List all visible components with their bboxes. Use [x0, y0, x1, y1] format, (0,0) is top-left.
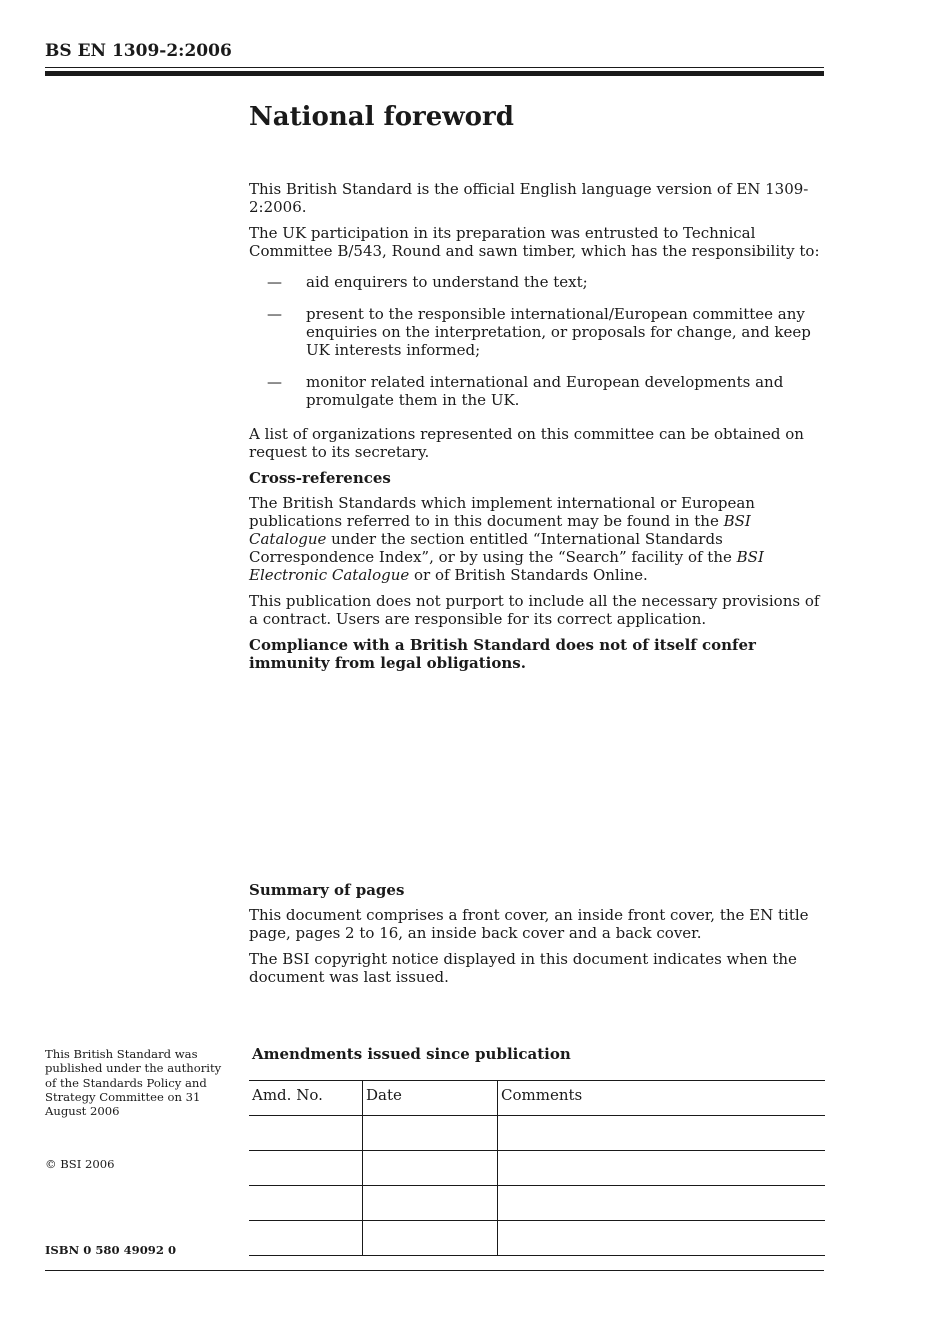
summary-of-pages [249, 881, 827, 994]
table-cell [363, 1186, 498, 1221]
table-cell [498, 1221, 826, 1256]
column-header-date: Date [363, 1081, 498, 1116]
dash-bullet: — [267, 273, 282, 291]
document-identifier: BS EN 1309-2:2006 [45, 41, 232, 61]
table-cell [498, 1186, 826, 1221]
organizations-paragraph: A list of organizations represented on this committee can be obtained on request to its secretary. [249, 425, 804, 461]
column-header-amd-no: Amd. No. [249, 1081, 363, 1116]
copyright-line: © BSI 2006 [45, 1157, 115, 1171]
bsi-catalogue-title: BSI Catalogue [249, 512, 751, 548]
table-row [249, 1221, 825, 1256]
table-cell [498, 1151, 826, 1186]
table-row [249, 1151, 825, 1186]
column-header-comments: Comments [498, 1081, 826, 1116]
dash-bullet: — [267, 305, 282, 323]
summary-heading: Summary of pages [249, 881, 405, 899]
amendments-title: Amendments issued since publication [252, 1045, 571, 1063]
publication-authority-note: This British Standard was published under the authority of the Standards Policy and Strategy Committee on 31 August 2006 [45, 1047, 222, 1119]
list-item: — aid enquirers to understand the text; [267, 273, 588, 291]
footer-rule [45, 1270, 824, 1271]
list-item: — present to the responsible international/European committee any enquiries on the interpretation, or proposals for change, and keep UK interests informed; [267, 305, 811, 359]
header-rule-thick [45, 71, 824, 76]
bsi-electronic-catalogue-title: BSI Electronic Catalogue [249, 548, 764, 584]
table-cell [363, 1221, 498, 1256]
provisions-paragraph: This publication does not purport to include all the necessary provisions of a contract. Users are responsible for its correct application. [249, 592, 820, 628]
table-cell [363, 1116, 498, 1151]
table-cell [249, 1221, 363, 1256]
table-row [249, 1116, 825, 1151]
crossref-heading: Cross-references [249, 469, 391, 487]
responsibility-list [249, 273, 827, 409]
table-cell [363, 1151, 498, 1186]
table-cell [249, 1151, 363, 1186]
copyright-notice-paragraph: The BSI copyright notice displayed in this document indicates when the document was last issued. [249, 950, 797, 986]
amendments-table [249, 1080, 825, 1256]
isbn: ISBN 0 580 49092 0 [45, 1243, 177, 1257]
foreword-body [249, 98, 827, 680]
dash-bullet: — [267, 373, 282, 391]
participation-paragraph: The UK participation in its preparation was entrusted to Technical Committee B/543, Round and sawn timber, which has the responsibility to: [249, 224, 820, 260]
list-item: — monitor related international and European developments and promulgate them in the UK. [267, 373, 784, 409]
summary-pages-paragraph: This document comprises a front cover, an inside front cover, the EN title page, pages 2 to 16, an inside back cover and a back cover. [249, 906, 809, 942]
crossref-paragraph: The British Standards which implement international or European publications referred to in this document may be found in the BSI Catalogue under the section entitled “International Standards Correspondence Index”, or by using the “Search” facility of the BSI Electronic Catalogue or of British Standards Online. [249, 494, 764, 584]
header-rule-thin [45, 67, 824, 68]
intro-paragraph: This British Standard is the official English language version of EN 1309-2:2006. [249, 180, 809, 216]
table-row [249, 1186, 825, 1221]
compliance-statement: Compliance with a British Standard does not of itself confer immunity from legal obligations. [249, 636, 756, 672]
table-cell [249, 1186, 363, 1221]
table-header-row [249, 1081, 825, 1116]
table-cell [498, 1116, 826, 1151]
table-cell [249, 1116, 363, 1151]
page-title: National foreword [249, 102, 514, 132]
